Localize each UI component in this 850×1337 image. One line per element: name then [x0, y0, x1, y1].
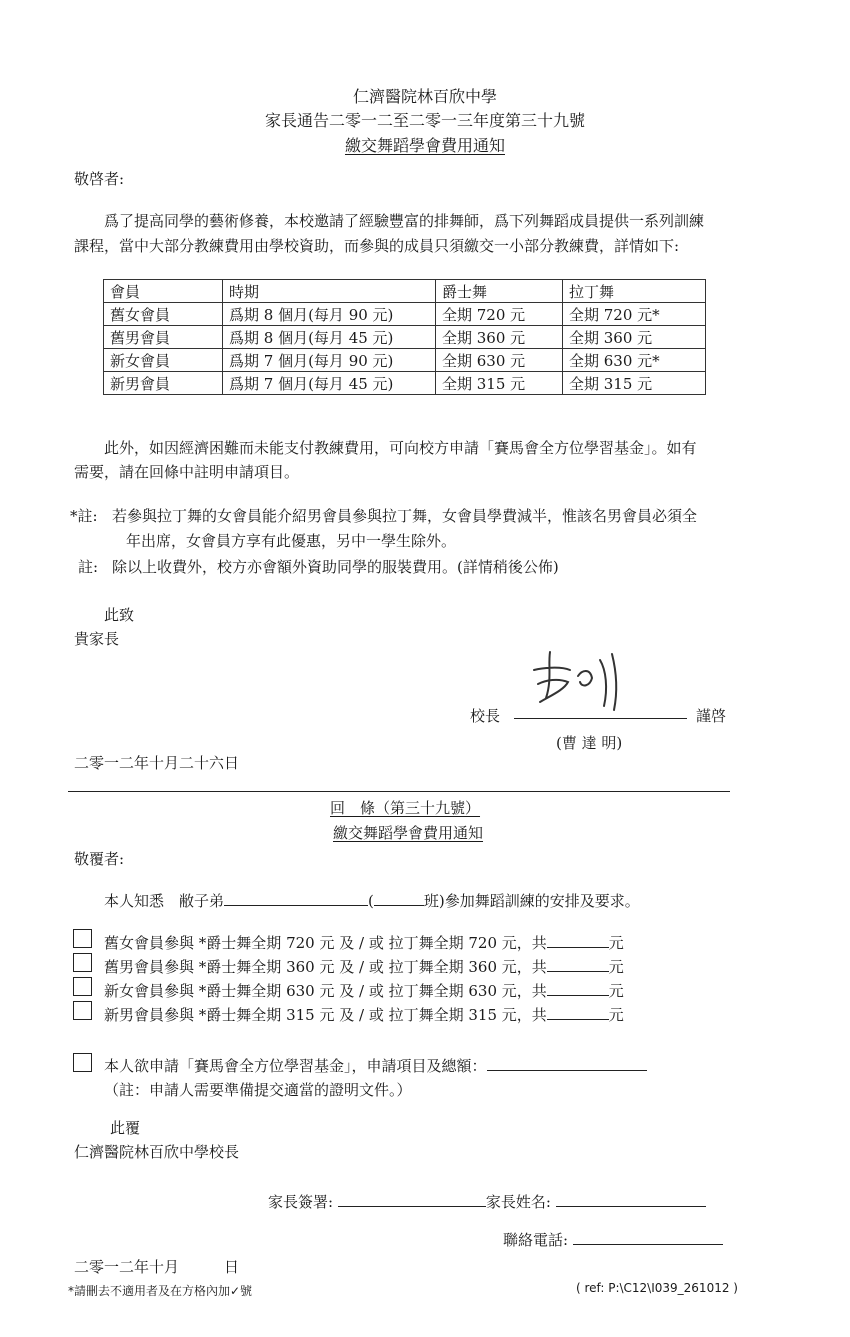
reply-recipient: 仁濟醫院林百欣中學校長 — [74, 1143, 240, 1161]
table-row — [104, 349, 706, 372]
header-cell: 時期 — [223, 280, 436, 303]
ack-suffix: 班)參加舞蹈訓練的安排及要求。 — [423, 892, 640, 910]
principal-respect: 謹啓 — [696, 707, 727, 725]
parent-name-label: 家長姓名: — [485, 1193, 551, 1211]
salutation: 敬啓者: — [74, 170, 125, 188]
notice-date: 二零一二年十月二十六日 — [74, 754, 240, 772]
option-label: 舊女會員參與 — [104, 934, 195, 952]
parent-name-field[interactable] — [556, 1192, 706, 1207]
reply-subtitle: 繳交舞蹈學會費用通知 — [333, 824, 484, 842]
option-row — [104, 1004, 624, 1025]
note-2-label: 註: — [78, 558, 99, 576]
reference-code: ( ref: P:\C12\I039_261012 ) — [576, 1281, 738, 1295]
extra-line-1: 此外，如因經濟困難而未能支付教練費用，可向校方申請「賽馬會全方位學習基金」。如有 — [104, 439, 697, 457]
principal-label: 校長 — [470, 707, 501, 725]
closing-recipient: 貴家長 — [74, 630, 120, 648]
option-checkbox-old-male[interactable] — [73, 953, 92, 972]
option-row — [104, 980, 624, 1001]
table-header-row — [104, 280, 706, 303]
phone-row — [503, 1229, 723, 1250]
option-text: *爵士舞全期 315 元 及 / 或 拉丁舞全期 315 元，共 — [198, 1006, 547, 1024]
option-checkbox-new-male[interactable] — [73, 1001, 92, 1020]
ack-prefix: 本人知悉 敝子弟 — [104, 892, 225, 910]
fund-application — [104, 1055, 647, 1076]
notice-number: 家長通告二零一二至二零一三年度第三十九號 — [264, 111, 585, 130]
table-cell: 爲期 8 個月(每月 90 元) — [223, 303, 436, 326]
table-cell: 全期 360 元 — [436, 326, 563, 349]
option-row — [104, 956, 624, 977]
table-cell: 爲期 7 個月(每月 45 元) — [223, 372, 436, 395]
table-row — [104, 303, 706, 326]
table-row — [104, 326, 706, 349]
reply-title: 回 條（第三十九號） — [330, 799, 481, 817]
option-checkbox-old-female[interactable] — [73, 929, 92, 948]
principal-name: (曹 達 明) — [556, 734, 623, 752]
fund-checkbox[interactable] — [73, 1053, 92, 1072]
table-cell: 新女會員 — [104, 349, 223, 372]
table-cell: 舊女會員 — [104, 303, 223, 326]
principal-signature-line — [514, 704, 687, 719]
table-cell: 舊男會員 — [104, 326, 223, 349]
closing-regards: 此致 — [104, 606, 135, 624]
student-name-field[interactable] — [224, 891, 368, 906]
note-2-text: 除以上收費外，校方亦會額外資助同學的服裝費用。(詳情稍後公佈) — [112, 558, 559, 576]
footnote: *請刪去不適用者及在方格內加✓號 — [68, 1284, 253, 1298]
table-cell: 新男會員 — [104, 372, 223, 395]
option-total-field[interactable] — [547, 1005, 609, 1020]
option-total-field[interactable] — [547, 957, 609, 972]
option-label: 新男會員參與 — [104, 1006, 195, 1024]
option-text: *爵士舞全期 360 元 及 / 或 拉丁舞全期 360 元，共 — [198, 958, 547, 976]
option-label: 新女會員參與 — [104, 982, 195, 1000]
reply-date: 二零一二年十月 日 — [74, 1258, 240, 1276]
acknowledgement — [104, 890, 640, 911]
fund-amount-field[interactable] — [487, 1056, 647, 1071]
option-row — [104, 932, 624, 953]
note-1-label: *註: — [70, 507, 98, 525]
option-text: *爵士舞全期 720 元 及 / 或 拉丁舞全期 720 元，共 — [198, 934, 547, 952]
table-cell: 全期 630 元* — [563, 349, 706, 372]
fee-table — [103, 279, 706, 395]
option-unit: 元 — [608, 982, 624, 1000]
note-1-line-2: 年出席，女會員方享有此優惠，另中一學生除外。 — [126, 532, 457, 550]
tear-off-line — [68, 791, 730, 792]
header-cell: 爵士舞 — [436, 280, 563, 303]
table-cell: 全期 360 元 — [563, 326, 706, 349]
option-total-field[interactable] — [547, 981, 609, 996]
table-row — [104, 372, 706, 395]
option-text: *爵士舞全期 630 元 及 / 或 拉丁舞全期 630 元，共 — [198, 982, 547, 1000]
class-field[interactable] — [374, 891, 424, 906]
table-cell: 全期 720 元* — [563, 303, 706, 326]
table-cell: 全期 720 元 — [436, 303, 563, 326]
header-cell: 拉丁舞 — [563, 280, 706, 303]
phone-label: 聯絡電話: — [503, 1231, 569, 1249]
option-label: 舊男會員參與 — [104, 958, 195, 976]
reply-regards: 此覆 — [110, 1119, 141, 1137]
parent-sign-field[interactable] — [338, 1192, 486, 1207]
reply-salutation: 敬覆者: — [74, 850, 125, 868]
parent-sign-row — [268, 1191, 706, 1212]
option-total-field[interactable] — [547, 933, 609, 948]
intro-line-1: 爲了提高同學的藝術修養，本校邀請了經驗豐富的排舞師，爲下列舞蹈成員提供一系列訓練 — [104, 212, 705, 230]
header-cell: 會員 — [104, 280, 223, 303]
intro-line-2: 課程，當中大部分教練費用由學校資助，而參與的成員只須繳交一小部分教練費，詳情如下: — [74, 237, 680, 255]
table-cell: 爲期 8 個月(每月 45 元) — [223, 326, 436, 349]
ack-mid: ( — [368, 892, 374, 910]
table-cell: 全期 315 元 — [563, 372, 706, 395]
parent-sign-label: 家長簽署: — [268, 1193, 334, 1211]
phone-field[interactable] — [573, 1230, 723, 1245]
option-checkbox-new-female[interactable] — [73, 977, 92, 996]
table-cell: 全期 315 元 — [436, 372, 563, 395]
fund-text: 本人欲申請「賽馬會全方位學習基金」，申請項目及總額： — [104, 1057, 487, 1075]
notice-title: 繳交舞蹈學會費用通知 — [344, 136, 505, 155]
school-name: 仁濟醫院林百欣中學 — [352, 87, 497, 106]
fund-note: （註：申請人需要準備提交適當的證明文件。） — [104, 1081, 412, 1099]
extra-line-2: 需要，請在回條中註明申請項目。 — [74, 463, 300, 481]
option-unit: 元 — [608, 934, 624, 952]
table-cell: 爲期 7 個月(每月 90 元) — [223, 349, 436, 372]
note-1-line-1: 若參與拉丁舞的女會員能介紹男會員參與拉丁舞，女會員學費減半，惟該名男會員必須全 — [112, 507, 698, 525]
option-unit: 元 — [608, 1006, 624, 1024]
table-cell: 全期 630 元 — [436, 349, 563, 372]
option-unit: 元 — [608, 958, 624, 976]
